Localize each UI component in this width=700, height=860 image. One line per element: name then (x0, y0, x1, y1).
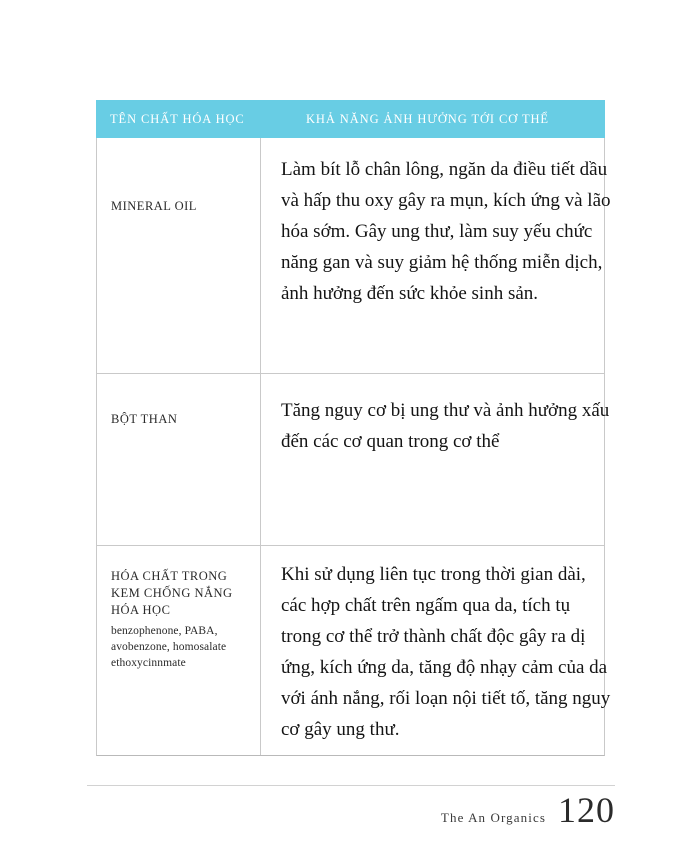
cell-body-effect (261, 138, 611, 373)
column-header-chemical-name: TÊN CHẤT HÓA HỌC (110, 111, 245, 126)
column-header-body-effect: KHẢ NĂNG ẢNH HƯỞNG TỚI CƠ THỂ (306, 111, 549, 126)
cell-chemical-name (97, 546, 261, 755)
chemical-name-label: MINERAL OIL (111, 199, 197, 213)
table-row (97, 138, 611, 374)
page-number: 120 (558, 790, 615, 830)
body-effect-text: Khi sử dụng liên tục trong thời gian dài, các hợp chất trên ngấm qua da, tích tụ trong cơ thể trở thành chất độc gây ra dị ứng, kích ứng da, tăng độ nhạy cảm của da với ánh nắng, rối loạn nội tiết tố, tăng nguy cơ gây ung thư. (281, 564, 611, 740)
body-effect-text: Làm bít lỗ chân lông, ngăn da điều tiết dầu và hấp thu oxy gây ra mụn, kích ứng và lão hóa sớm. Gây ung thư, làm suy yếu chức năng gan và suy giảm hệ thống miễn dịch, ảnh hưởng đến sức khỏe sinh sản. (281, 159, 611, 304)
chemical-name-label: BỘT THAN (111, 412, 178, 426)
brand-name: The An Organics (440, 810, 546, 825)
table-body (96, 138, 611, 756)
body-effect-text: Tăng nguy cơ bị ung thư và ảnh hưởng xấu đến các cơ quan trong cơ thể (281, 400, 610, 452)
table-header-row (96, 100, 605, 138)
footer-divider (87, 785, 615, 786)
table-row (97, 546, 611, 755)
table-row (97, 374, 610, 546)
cell-chemical-name (97, 138, 261, 373)
page-footer (441, 792, 615, 828)
chemical-ingredient-list: benzophenone, PABA, avobenzone, homosalate ethoxycinnmate (111, 624, 227, 670)
chemical-name-label: HÓA CHẤT TRONG KEM CHỐNG NẮNG HÓA HỌC (111, 569, 233, 617)
cell-body-effect (261, 546, 611, 755)
cell-chemical-name (97, 374, 261, 545)
chemicals-table (96, 100, 611, 756)
cell-body-effect (261, 374, 611, 545)
